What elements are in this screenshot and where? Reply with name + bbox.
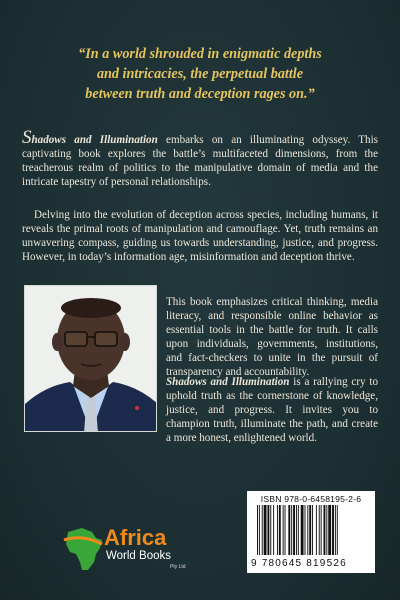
blurb-paragraph-2: Delving into the evolution of deception across species, including humans, it reveals the primal roots of manipulation and camouflage. Yet, truth remains an unwavering compass, guiding us towards understanding, justice, and progress. However, in today’s information age, misinformation and deception thrive. [22,209,378,263]
isbn-label: ISBN 978-0-6458195-2-6 [260,494,362,504]
paragraph-1-text: embarks on an illuminating odyssey. This captivating book explores the battle’s multifaceted dimensions, from the treacherous realm of politics to the manipulative domain of media and the intricate tapestry of personal relationships. [22,134,378,188]
author-photo [24,285,157,432]
quote-line-2: and intricacies, the perpetual battle [96,66,304,82]
publisher-suffix: Pty Ltd [170,564,186,570]
isbn-barcode [247,491,375,573]
book-title-inline: hadows and Illumination [31,134,158,146]
publisher-name: Africa [104,525,167,550]
blurb-paragraph-3: This book emphasizes critical thinking, media literacy, and responsible online behavior as essential tools in the battle for truth. It calls upon individuals, governments, institutions, and fact-checkers to unite in the pursuit of transparency and accountability. [166,296,378,378]
book-title-inline-2: Shadows and Illumination [166,376,290,388]
barcode-digits: 9 780645 819526 [251,558,347,569]
publisher-subname: World Books [106,550,171,562]
africa-map-icon [62,524,106,574]
blurb-paragraph-4 [166,376,378,446]
quote-line-1: “In a world shrouded in enigmatic depths [78,46,322,62]
pull-quote [40,44,360,104]
quote-line-3: between truth and deception rages on.” [85,86,315,102]
barcode-bars [255,505,367,557]
blurb-paragraph-1 [22,127,378,190]
author-portrait-image [25,286,157,432]
paragraph-4-text: is a rallying cry to uphold truth as the cornerstone of knowledge, justice, and progress. It invites you to champion truth, illuminate the path, and create a more honest, enlightened world. [166,376,378,444]
drop-cap: S [22,127,32,148]
publisher-logo [62,524,202,574]
